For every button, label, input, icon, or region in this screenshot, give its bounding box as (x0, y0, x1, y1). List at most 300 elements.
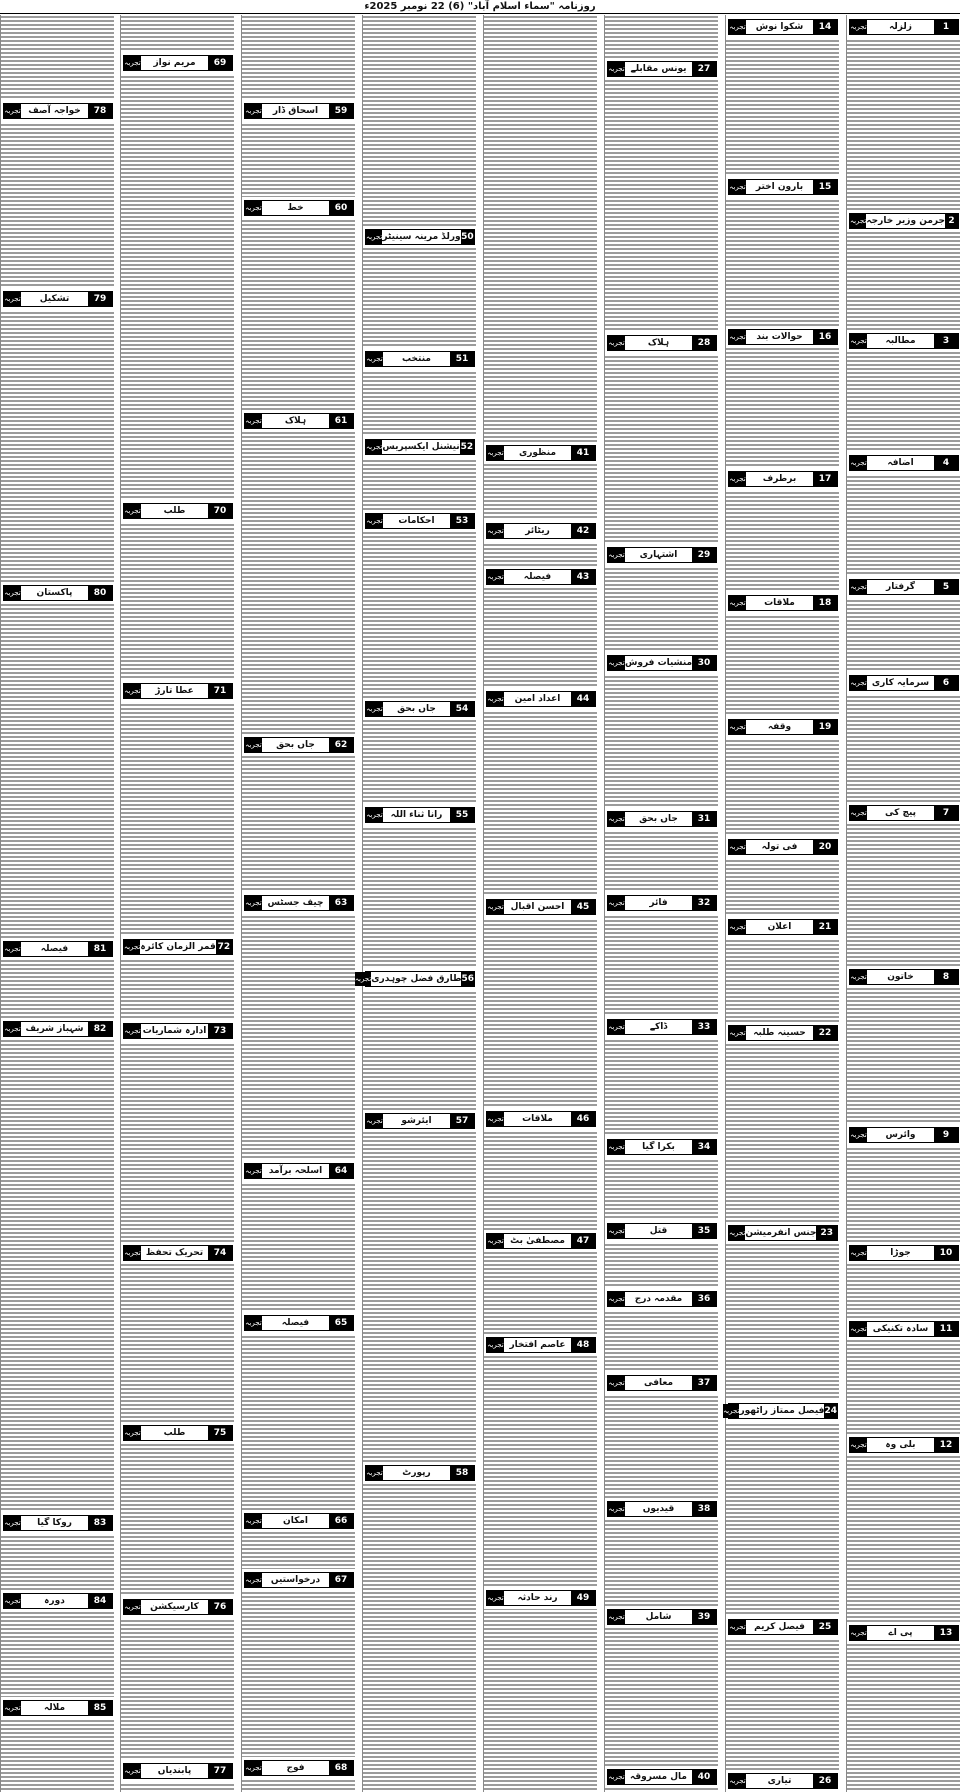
story-tag: تجربہ (487, 1234, 504, 1248)
story-header (244, 1513, 354, 1529)
story-title: امکان (283, 1516, 308, 1526)
story-title: پاکستان (36, 588, 73, 598)
story-header (849, 675, 959, 691)
story-title: ہلاک (647, 338, 670, 348)
story-tag: تجربہ (245, 738, 262, 752)
story-number: 60 (329, 201, 353, 215)
news-column (846, 15, 960, 1792)
article-text-block (363, 15, 476, 1792)
story-tag: تجربہ (124, 1024, 141, 1038)
story-header (244, 413, 354, 429)
story-header (123, 503, 233, 519)
story-tag: تجربہ (487, 1338, 504, 1352)
story-tag: تجربہ (850, 1438, 867, 1452)
story-tag: تجربہ (487, 1112, 504, 1126)
story-tag: تجربہ (366, 702, 383, 716)
story-tag: تجربہ (608, 336, 625, 350)
story-header (123, 1763, 233, 1779)
story-tag: تجربہ (487, 692, 504, 706)
story-title: خط (287, 203, 304, 213)
article-text-block (121, 15, 234, 1792)
story-title: فائر (649, 898, 668, 908)
story-header (728, 1225, 838, 1241)
story-tag: تجربہ (4, 586, 21, 600)
story-header (728, 1619, 838, 1635)
story-number: 32 (692, 896, 716, 910)
story-tag: تجربہ (850, 214, 866, 228)
story-number: 69 (208, 56, 232, 70)
story-number: 67 (329, 1573, 353, 1587)
story-tag: تجربہ (729, 472, 746, 486)
story-tag: تجربہ (608, 812, 625, 826)
story-title: قتل (649, 1226, 668, 1236)
story-tag: تجربہ (4, 942, 21, 956)
story-tag: تجربہ (366, 514, 383, 528)
news-column (0, 15, 114, 1792)
story-header (607, 1291, 717, 1307)
story-tag: تجربہ (487, 900, 504, 914)
story-number: 27 (692, 62, 716, 76)
story-tag: تجربہ (245, 1164, 262, 1178)
news-column (483, 15, 597, 1792)
story-header (123, 1023, 233, 1039)
story-header (123, 55, 233, 71)
story-header (3, 1593, 113, 1609)
story-tag: تجربہ (608, 1502, 625, 1516)
story-tag: تجربہ (608, 548, 625, 562)
story-header (849, 805, 959, 821)
story-title: جوڑا (890, 1248, 911, 1258)
story-header (849, 19, 959, 35)
story-number: 11 (934, 1322, 958, 1336)
masthead: روزنامہ "سماء اسلام آباد" (6) 22 نومبر 2025ء (0, 0, 960, 14)
story-header (365, 439, 475, 455)
story-header (849, 213, 959, 229)
story-header (607, 1223, 717, 1239)
story-title: بارون اختر (755, 182, 804, 192)
story-header (486, 445, 596, 461)
story-header (607, 547, 717, 563)
story-title: احکامات (398, 516, 435, 526)
story-header (728, 471, 838, 487)
story-number: 8 (934, 970, 958, 984)
story-tag: تجربہ (487, 524, 504, 538)
story-tag: تجربہ (850, 676, 867, 690)
story-header (3, 1700, 113, 1716)
story-number: 70 (208, 504, 232, 518)
story-tag: تجربہ (124, 1246, 141, 1260)
story-title: کارسیکشن (150, 1602, 199, 1612)
story-tag: تجربہ (4, 292, 21, 306)
story-title: پابندیاں (157, 1766, 192, 1776)
story-tag: تجربہ (608, 1020, 625, 1034)
story-title: تشکیل (39, 294, 70, 304)
story-tag: تجربہ (608, 1610, 625, 1624)
story-title: تیاری (767, 1776, 792, 1786)
story-tag: تجربہ (850, 806, 867, 820)
story-number: 45 (571, 900, 595, 914)
story-number: 63 (329, 896, 353, 910)
story-header (607, 1019, 717, 1035)
story-number: 68 (329, 1761, 353, 1775)
story-number: 42 (571, 524, 595, 538)
story-tag: تجربہ (366, 352, 383, 366)
story-header (607, 1501, 717, 1517)
story-tag: تجربہ (4, 1701, 21, 1715)
story-number: 66 (329, 1514, 353, 1528)
story-number: 77 (208, 1764, 232, 1778)
story-header (123, 1599, 233, 1615)
story-title: قیدیوں (642, 1504, 675, 1514)
story-number: 37 (692, 1376, 716, 1390)
story-header (365, 701, 475, 717)
story-title: عاصم افتخار (509, 1340, 566, 1350)
story-header (365, 1113, 475, 1129)
story-tag: تجربہ (850, 1128, 867, 1142)
story-title: طلب (163, 1428, 186, 1438)
story-header (3, 941, 113, 957)
story-number: 82 (88, 1022, 112, 1036)
story-title: نیشنل ایکسپریس (382, 442, 460, 452)
story-tag: تجربہ (245, 1316, 262, 1330)
story-tag: تجربہ (355, 972, 371, 986)
story-header (365, 1465, 475, 1481)
story-tag: تجربہ (608, 1292, 625, 1306)
story-title: حسینہ طلبہ (753, 1028, 806, 1038)
story-header (728, 719, 838, 735)
story-tag: تجربہ (850, 1322, 867, 1336)
story-header (607, 811, 717, 827)
story-header (486, 1111, 596, 1127)
story-number: 3 (934, 334, 958, 348)
story-title: قمر الزمان کائرہ (140, 942, 216, 952)
story-header (728, 595, 838, 611)
story-header (728, 329, 838, 345)
news-column (604, 15, 718, 1792)
story-tag: تجربہ (608, 1376, 625, 1390)
story-number: 28 (692, 336, 716, 350)
story-number: 76 (208, 1600, 232, 1614)
story-tag: تجربہ (850, 20, 867, 34)
story-title: فیصل ممتاز راٹھور (739, 1406, 825, 1416)
story-tag: تجربہ (850, 1246, 867, 1260)
story-tag: تجربہ (124, 56, 141, 70)
story-title: فیصلہ (40, 944, 69, 954)
story-header (244, 895, 354, 911)
story-tag: تجربہ (124, 504, 141, 518)
story-number: 31 (692, 812, 716, 826)
story-title: بکرا گیا (642, 1142, 675, 1152)
story-title: ملاقات (764, 598, 795, 608)
story-number: 26 (813, 1774, 837, 1788)
story-header (486, 899, 596, 915)
story-header (3, 1515, 113, 1531)
story-number: 74 (208, 1246, 232, 1260)
story-number: 65 (329, 1316, 353, 1330)
story-title: خواجہ آصف (28, 106, 81, 116)
article-text-block (726, 15, 839, 1792)
story-tag: تجربہ (729, 920, 746, 934)
story-title: گرفتار (886, 582, 915, 592)
story-title: وقفہ (767, 722, 792, 732)
story-title: حوالات بند (756, 332, 803, 342)
story-title: مقدمہ درج (634, 1294, 683, 1304)
story-title: ڈاکے (649, 1022, 668, 1032)
news-column (241, 15, 355, 1792)
story-number: 14 (813, 20, 837, 34)
story-title: ادارہ شماریات (142, 1026, 207, 1036)
story-tag: تجربہ (124, 1600, 141, 1614)
story-title: فوج (286, 1763, 305, 1773)
story-header (607, 895, 717, 911)
story-header (607, 61, 717, 77)
story-header (607, 655, 717, 671)
story-tag: تجربہ (487, 570, 504, 584)
story-number: 47 (571, 1234, 595, 1248)
story-tag: تجربہ (729, 1026, 746, 1040)
story-number: 30 (692, 656, 716, 670)
story-number: 19 (813, 720, 837, 734)
story-number: 46 (571, 1112, 595, 1126)
story-title: بلی وہ (885, 1440, 916, 1450)
story-number: 51 (450, 352, 474, 366)
story-number: 17 (813, 472, 837, 486)
story-tag: تجربہ (608, 1140, 625, 1154)
story-tag: تجربہ (729, 180, 746, 194)
story-number: 23 (816, 1226, 837, 1240)
story-tag: تجربہ (850, 1626, 867, 1640)
story-header (607, 1769, 717, 1785)
story-tag: تجربہ (850, 580, 867, 594)
article-text-block (847, 15, 960, 1792)
story-tag: تجربہ (723, 1404, 739, 1418)
story-title: سادہ تکنیکی (872, 1324, 929, 1334)
story-title: اعلان (767, 922, 792, 932)
story-title: منشیات فروش (624, 658, 693, 668)
story-header (607, 1139, 717, 1155)
story-header (486, 569, 596, 585)
story-title: فیصل کریم (754, 1622, 805, 1632)
story-header (244, 103, 354, 119)
story-tag: تجربہ (608, 62, 625, 76)
story-title: منظوری (518, 448, 557, 458)
story-number: 39 (692, 1610, 716, 1624)
story-title: مطالبہ (885, 336, 916, 346)
story-tag: تجربہ (487, 446, 504, 460)
story-number: 12 (934, 1438, 958, 1452)
story-header (486, 1233, 596, 1249)
story-tag: تجربہ (366, 440, 382, 454)
story-title: درخواستیں (270, 1575, 321, 1585)
story-tag: تجربہ (4, 1516, 21, 1530)
story-number: 75 (208, 1426, 232, 1440)
story-tag: تجربہ (729, 330, 746, 344)
story-number: 78 (88, 104, 112, 118)
story-number: 48 (571, 1338, 595, 1352)
story-header (728, 19, 838, 35)
story-tag: تجربہ (124, 684, 141, 698)
story-tag: تجربہ (487, 1591, 504, 1605)
story-tag: تجربہ (729, 20, 746, 34)
story-title: اعداد امین (514, 694, 561, 704)
story-number: 9 (934, 1128, 958, 1142)
story-header (3, 585, 113, 601)
story-title: طلب (163, 506, 186, 516)
story-tag: تجربہ (124, 1426, 141, 1440)
story-title: اشتہاری (639, 550, 678, 560)
story-number: 73 (208, 1024, 232, 1038)
story-tag: تجربہ (124, 1764, 141, 1778)
story-number: 1 (934, 20, 958, 34)
story-number: 20 (813, 840, 837, 854)
story-title: جاں بحق (276, 740, 315, 750)
story-title: جاں بحق (639, 814, 678, 824)
story-title: اضافہ (887, 458, 914, 468)
story-title: پی اے (888, 1628, 913, 1638)
story-number: 15 (813, 180, 837, 194)
story-title: ورلڈ مرینہ سینیٹر (382, 232, 461, 242)
story-header (486, 691, 596, 707)
story-number: 44 (571, 692, 595, 706)
story-number: 64 (329, 1164, 353, 1178)
story-tag: تجربہ (245, 414, 262, 428)
story-header (123, 1245, 233, 1261)
story-number: 35 (692, 1224, 716, 1238)
news-column (725, 15, 839, 1792)
story-tag: تجربہ (850, 334, 867, 348)
story-header (728, 179, 838, 195)
story-header (244, 1163, 354, 1179)
story-number: 50 (461, 232, 474, 242)
story-tag: تجربہ (850, 970, 867, 984)
story-number: 7 (934, 806, 958, 820)
story-header (486, 523, 596, 539)
story-header (728, 1025, 838, 1041)
story-tag: تجربہ (608, 896, 625, 910)
story-tag: تجربہ (4, 1022, 21, 1036)
story-title: روکا گیا (37, 1518, 72, 1528)
story-header (849, 455, 959, 471)
story-number: 21 (813, 920, 837, 934)
story-header (607, 1609, 717, 1625)
story-title: فی تولہ (761, 842, 798, 852)
story-header (486, 1590, 596, 1606)
story-number: 36 (692, 1292, 716, 1306)
story-title: رانا ثناء اللہ (390, 810, 443, 820)
story-number: 29 (692, 548, 716, 562)
story-number: 18 (813, 596, 837, 610)
story-number: 81 (88, 942, 112, 956)
story-title: جاں بحق (397, 704, 436, 714)
story-number: 43 (571, 570, 595, 584)
story-header (607, 1375, 717, 1391)
story-tag: تجربہ (729, 1226, 745, 1240)
story-title: سرمایہ کاری (871, 678, 930, 688)
story-header (123, 939, 233, 955)
story-tag: تجربہ (124, 940, 140, 954)
story-title: چیف جسٹس (267, 898, 324, 908)
story-tag: تجربہ (608, 656, 625, 670)
story-number: 56 (461, 974, 474, 984)
story-number: 2 (945, 214, 958, 228)
newspaper-page (0, 15, 960, 1792)
story-number: 13 (934, 1626, 958, 1640)
story-title: یونس مقابلے (630, 64, 687, 74)
news-column (354, 15, 476, 1792)
story-header (3, 1021, 113, 1037)
story-tag: تجربہ (729, 1620, 746, 1634)
story-number: 16 (813, 330, 837, 344)
story-number: 80 (88, 586, 112, 600)
story-header (365, 513, 475, 529)
story-header (123, 1425, 233, 1441)
story-number: 22 (813, 1026, 837, 1040)
story-number: 59 (329, 104, 353, 118)
story-header (849, 333, 959, 349)
story-tag: تجربہ (366, 230, 382, 244)
story-title: اسلحہ برآمد (268, 1166, 323, 1176)
story-title: ریٹائر (525, 526, 550, 536)
story-header (849, 579, 959, 595)
story-number: 72 (217, 942, 231, 952)
story-number: 5 (934, 580, 958, 594)
story-tag: تجربہ (366, 808, 383, 822)
story-header (365, 229, 475, 245)
story-number: 62 (329, 738, 353, 752)
story-title: جنس انفرمیشن (745, 1228, 817, 1238)
story-header (365, 807, 475, 823)
story-title: شکوا نوش (755, 22, 804, 32)
story-tag: تجربہ (729, 596, 746, 610)
story-header (849, 969, 959, 985)
story-title: برطرف (762, 474, 797, 484)
story-header (244, 1315, 354, 1331)
story-title: احسن اقبال (510, 902, 565, 912)
story-number: 52 (460, 442, 474, 452)
story-title: ملاقات (522, 1114, 553, 1124)
story-number: 33 (692, 1020, 716, 1034)
story-tag: تجربہ (245, 896, 262, 910)
story-header (244, 737, 354, 753)
story-number: 54 (450, 702, 474, 716)
story-number: 83 (88, 1516, 112, 1530)
story-title: مال مسروقہ (630, 1772, 687, 1782)
story-tag: تجربہ (4, 104, 21, 118)
story-tag: تجربہ (366, 1114, 383, 1128)
story-tag: تجربہ (4, 1594, 21, 1608)
story-tag: تجربہ (245, 1573, 262, 1587)
story-tag: تجربہ (366, 1466, 383, 1480)
story-number: 71 (208, 684, 232, 698)
story-number: 34 (692, 1140, 716, 1154)
story-tag: تجربہ (608, 1224, 625, 1238)
news-column (120, 15, 234, 1792)
story-header (728, 839, 838, 855)
story-header (849, 1321, 959, 1337)
story-title: ملالہ (43, 1703, 66, 1713)
story-header (728, 1773, 838, 1789)
story-tag: تجربہ (729, 840, 746, 854)
story-title: فیصلہ (523, 572, 552, 582)
story-title: وائرس (885, 1130, 916, 1140)
story-title: معافی (643, 1378, 674, 1388)
story-title: دورہ (44, 1596, 65, 1606)
story-header (849, 1625, 959, 1641)
story-number: 57 (450, 1114, 474, 1128)
story-title: رپورٹ (402, 1468, 431, 1478)
story-number: 25 (813, 1620, 837, 1634)
story-header (486, 1337, 596, 1353)
